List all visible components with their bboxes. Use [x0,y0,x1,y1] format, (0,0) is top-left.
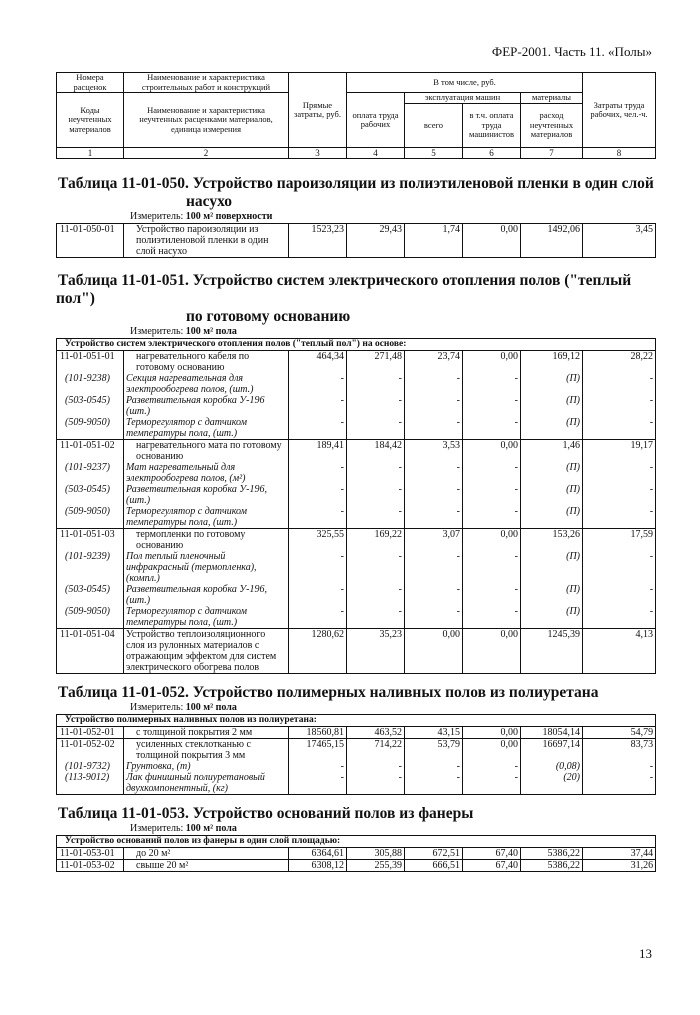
material-row [57,484,656,506]
column-number: 3 [289,148,347,159]
labor-hours: - [583,484,656,506]
rates-table [56,835,656,872]
direct-costs: - [289,484,347,506]
material-row [57,761,656,772]
direct-costs: 464,34 [289,351,347,374]
machinist-pay: 0,00 [463,351,521,374]
table-section [56,805,655,872]
worker-pay: - [347,584,405,606]
worker-pay: - [347,373,405,395]
rate-row [57,224,656,258]
machine-total: 666,51 [405,860,463,872]
materials-cost: (П) [521,606,583,629]
labor-hours: 37,44 [583,848,656,860]
rate-code: (503-0545) [57,484,124,506]
labor-hours: - [583,772,656,795]
rate-code: (509-9050) [57,417,124,440]
worker-pay: 305,88 [347,848,405,860]
rate-name: термопленки по готовому основанию [124,529,289,552]
machine-total: - [405,395,463,417]
subheader-text: Устройство полимерных наливных полов из полиуретана: [65,715,317,725]
machine-total: 3,53 [405,440,463,463]
materials-cost: (0,08) [521,761,583,772]
machinist-pay: 0,00 [463,727,521,739]
table-title-line1: Таблица 11-01-052. Устройство полимерных наливных полов из полиуретана [58,684,599,701]
column-number: 2 [124,148,289,159]
measure-unit [56,326,655,338]
machine-total: 672,51 [405,848,463,860]
machinist-pay: - [463,484,521,506]
header-machine-total: всего [405,104,463,148]
direct-costs: 325,55 [289,529,347,552]
rate-code: (503-0545) [57,395,124,417]
direct-costs: - [289,584,347,606]
labor-hours: - [583,506,656,529]
materials-cost: 18054,14 [521,727,583,739]
rate-code: 11-01-051-03 [57,529,124,552]
direct-costs: - [289,373,347,395]
measure-value: 100 м² поверхности [185,211,273,222]
document-body [56,72,655,872]
materials-cost: (П) [521,417,583,440]
machinist-pay: - [463,506,521,529]
table-section [56,175,655,258]
material-row [57,417,656,440]
machinist-pay: 0,00 [463,629,521,674]
measure-label: Измеритель: [130,823,184,834]
table-title [56,175,655,211]
rate-name: нагревательного мата по готовому основанию [124,440,289,463]
rates-table [56,338,656,674]
materials-cost: 1492,06 [521,224,583,258]
rate-name: Грунтовка, (т) [124,761,289,772]
measure-value: 100 м² пола [185,823,237,834]
measure-label: Измеритель: [130,702,184,713]
labor-hours: - [583,395,656,417]
machine-total: 0,00 [405,629,463,674]
labor-hours: - [583,551,656,584]
tables-container [56,175,655,872]
rate-code: (101-9239) [57,551,124,584]
worker-pay: - [347,606,405,629]
header-work-name: Наименование и характеристика строительных работ и конструкций [124,73,289,93]
rate-name: Устройство теплоизоляционного слоя из рулонных материалов с отражающим эффектом для систем электрического обогрева полов [124,629,289,674]
machine-total: 53,79 [405,739,463,762]
materials-cost: (П) [521,584,583,606]
worker-pay: - [347,484,405,506]
direct-costs: - [289,462,347,484]
measure-unit [56,211,655,223]
rate-code: 11-01-052-02 [57,739,124,762]
page-number: 13 [639,946,652,961]
material-row [57,551,656,584]
labor-hours: - [583,462,656,484]
machinist-pay: 0,00 [463,224,521,258]
machinist-pay: - [463,761,521,772]
machinist-pay: - [463,606,521,629]
table-subheader [57,715,656,727]
table-title-line1: Таблица 11-01-050. Устройство пароизоляции из полиэтиленовой пленки в один слой [58,175,654,192]
labor-hours: 31,26 [583,860,656,872]
rate-code: (101-9237) [57,462,124,484]
material-row [57,606,656,629]
labor-hours: - [583,606,656,629]
worker-pay: - [347,551,405,584]
machine-total: - [405,462,463,484]
materials-cost: (П) [521,484,583,506]
rate-row [57,629,656,674]
column-number: 8 [583,148,656,159]
rate-name: Лак финишный полиуретановый двухкомпонентный, (кг) [124,772,289,795]
labor-hours: - [583,417,656,440]
header-machine-exploitation: эксплуатация машин [405,93,521,104]
table-title [56,684,655,702]
labor-hours: 3,45 [583,224,656,258]
materials-cost: (П) [521,395,583,417]
machine-total: - [405,606,463,629]
measure-unit [56,702,655,714]
rate-code: (101-9238) [57,373,124,395]
subheader-text: Устройство систем электрического отопления полов ("теплый пол") на основе: [65,339,407,349]
worker-pay: - [347,462,405,484]
header-materials: материалы [521,93,583,104]
worker-pay: 255,39 [347,860,405,872]
materials-cost: 169,12 [521,351,583,374]
rates-table [56,714,656,795]
machinist-pay: - [463,772,521,795]
direct-costs: 1523,23 [289,224,347,258]
rate-name: усиленных стеклотканью с толщиной покрытия 3 мм [124,739,289,762]
worker-pay: - [347,417,405,440]
machinist-pay: - [463,395,521,417]
header-material-name: Наименование и характеристика неучтенных расценками материалов, единица измерения [124,93,289,148]
rate-row [57,727,656,739]
column-number: 6 [463,148,521,159]
rate-name: свыше 20 м² [124,860,289,872]
material-row [57,395,656,417]
rate-code: 11-01-052-01 [57,727,124,739]
labor-hours: - [583,373,656,395]
rate-row [57,529,656,552]
header-labor-hours: Затраты труда рабочих, чел.-ч. [583,73,656,148]
column-number: 7 [521,148,583,159]
direct-costs: 6308,12 [289,860,347,872]
machinist-pay: - [463,584,521,606]
materials-cost: (П) [521,462,583,484]
rate-code: 11-01-053-01 [57,848,124,860]
subheader-text: Устройство оснований полов из фанеры в один слой площадью: [65,836,341,846]
table-subheader [57,339,656,351]
worker-pay: 35,23 [347,629,405,674]
worker-pay: 29,43 [347,224,405,258]
machinist-pay: 0,00 [463,440,521,463]
machinist-pay: 67,40 [463,860,521,872]
direct-costs: - [289,395,347,417]
header-group: В том числе, руб. [347,73,583,93]
direct-costs: - [289,417,347,440]
worker-pay: - [347,761,405,772]
worker-pay: 271,48 [347,351,405,374]
machine-total: 43,15 [405,727,463,739]
rate-name: нагревательного кабеля по готовому основанию [124,351,289,374]
direct-costs: 17465,15 [289,739,347,762]
machine-total: - [405,484,463,506]
labor-hours: 54,79 [583,727,656,739]
machinist-pay: - [463,373,521,395]
machine-total: 1,74 [405,224,463,258]
machine-total: - [405,761,463,772]
direct-costs: - [289,772,347,795]
labor-hours: - [583,584,656,606]
rate-name: Устройство пароизоляции из полиэтиленовой пленки в один слой насухо [124,224,289,258]
rate-code: 11-01-053-02 [57,860,124,872]
measure-value: 100 м² пола [185,702,237,713]
material-row [57,373,656,395]
column-header-table [56,72,656,159]
materials-cost: (П) [521,551,583,584]
rate-row [57,848,656,860]
machine-total: - [405,506,463,529]
machinist-pay: 67,40 [463,848,521,860]
header-codes: Номера расценок [57,73,124,93]
labor-hours: 28,22 [583,351,656,374]
material-row [57,462,656,484]
rate-code: 11-01-051-04 [57,629,124,674]
machine-total: - [405,584,463,606]
table-subheader [57,836,656,848]
materials-cost: 5386,22 [521,860,583,872]
materials-cost: 16697,14 [521,739,583,762]
rate-name: Терморегулятор с датчиком температуры пола, (шт.) [124,506,289,529]
rate-code: 11-01-050-01 [57,224,124,258]
column-number: 4 [347,148,405,159]
direct-costs: - [289,761,347,772]
rate-code: (503-0545) [57,584,124,606]
worker-pay: - [347,506,405,529]
materials-cost: (П) [521,506,583,529]
machinist-pay: - [463,551,521,584]
measure-value: 100 м² пола [185,326,237,337]
worker-pay: 169,22 [347,529,405,552]
rate-name: Разветвительная коробка У-196, (шт.) [124,584,289,606]
direct-costs: - [289,606,347,629]
worker-pay: 463,52 [347,727,405,739]
rate-name: Пол теплый пленочный инфракрасный (термопленка), (компл.) [124,551,289,584]
table-title [56,272,655,326]
rate-name: Разветвительная коробка У-196 (шт.) [124,395,289,417]
rate-code: (509-9050) [57,506,124,529]
table-title-line2: насухо [186,193,233,210]
rate-name: Секция нагревательная для электрообогрева полов, (шт.) [124,373,289,395]
table-title-line2: по готовому основанию [186,308,351,325]
measure-label: Измеритель: [130,211,184,222]
rate-name: Терморегулятор с датчиком температуры пола, (шт.) [124,417,289,440]
materials-cost: 1,46 [521,440,583,463]
table-title [56,805,655,823]
direct-costs: - [289,506,347,529]
table-title-line1: Таблица 11-01-053. Устройство оснований полов из фанеры [58,805,474,822]
worker-pay: - [347,395,405,417]
measure-label: Измеритель: [130,326,184,337]
machine-total: - [405,772,463,795]
rate-name: Мат нагревательный для электрообогрева полов, (м²) [124,462,289,484]
worker-pay: - [347,772,405,795]
materials-cost: (20) [521,772,583,795]
header-material-consumption: расход неучтенных материалов [521,104,583,148]
column-number: 1 [57,148,124,159]
direct-costs: 1280,62 [289,629,347,674]
header-unaccounted-codes: Коды неучтенных материалов [57,93,124,148]
measure-unit [56,823,655,835]
rate-name: Терморегулятор с датчиком температуры пола, (шт.) [124,606,289,629]
materials-cost: (П) [521,373,583,395]
machine-total: - [405,373,463,395]
rate-name: с толщиной покрытия 2 мм [124,727,289,739]
rate-code: 11-01-051-02 [57,440,124,463]
worker-pay: 184,42 [347,440,405,463]
direct-costs: 18560,81 [289,727,347,739]
machinist-pay: 0,00 [463,739,521,762]
direct-costs: 189,41 [289,440,347,463]
rate-name: Разветвительная коробка У-196, (шт.) [124,484,289,506]
rate-row [57,440,656,463]
machinist-pay: - [463,417,521,440]
machine-total: - [405,551,463,584]
rate-row [57,860,656,872]
rate-code: (101-9732) [57,761,124,772]
direct-costs: - [289,551,347,584]
column-number: 5 [405,148,463,159]
material-row [57,584,656,606]
rate-code: (113-9012) [57,772,124,795]
materials-cost: 1245,39 [521,629,583,674]
table-title-line1: Таблица 11-01-051. Устройство систем электрического отопления полов ("теплый пол") [56,272,632,307]
rates-table [56,223,656,258]
direct-costs: 6364,61 [289,848,347,860]
labor-hours: - [583,761,656,772]
machine-total: - [405,417,463,440]
table-section [56,684,655,795]
rate-code: 11-01-051-01 [57,351,124,374]
header-worker-pay: оплата труда рабочих [347,93,405,148]
machine-total: 3,07 [405,529,463,552]
running-header: ФЕР-2001. Часть 11. «Полы» [491,44,652,59]
worker-pay: 714,22 [347,739,405,762]
labor-hours: 19,17 [583,440,656,463]
labor-hours: 17,59 [583,529,656,552]
header-direct-costs: Прямые затраты, руб. [289,73,347,148]
rate-row [57,351,656,374]
rate-name: до 20 м² [124,848,289,860]
materials-cost: 5386,22 [521,848,583,860]
rate-row [57,739,656,762]
machine-total: 23,74 [405,351,463,374]
material-row [57,506,656,529]
rate-code: (509-9050) [57,606,124,629]
machinist-pay: - [463,462,521,484]
material-row [57,772,656,795]
machinist-pay: 0,00 [463,529,521,552]
header-machinist-pay: в т.ч. оплата труда машинистов [463,104,521,148]
labor-hours: 4,13 [583,629,656,674]
materials-cost: 153,26 [521,529,583,552]
table-section [56,272,655,674]
labor-hours: 83,73 [583,739,656,762]
